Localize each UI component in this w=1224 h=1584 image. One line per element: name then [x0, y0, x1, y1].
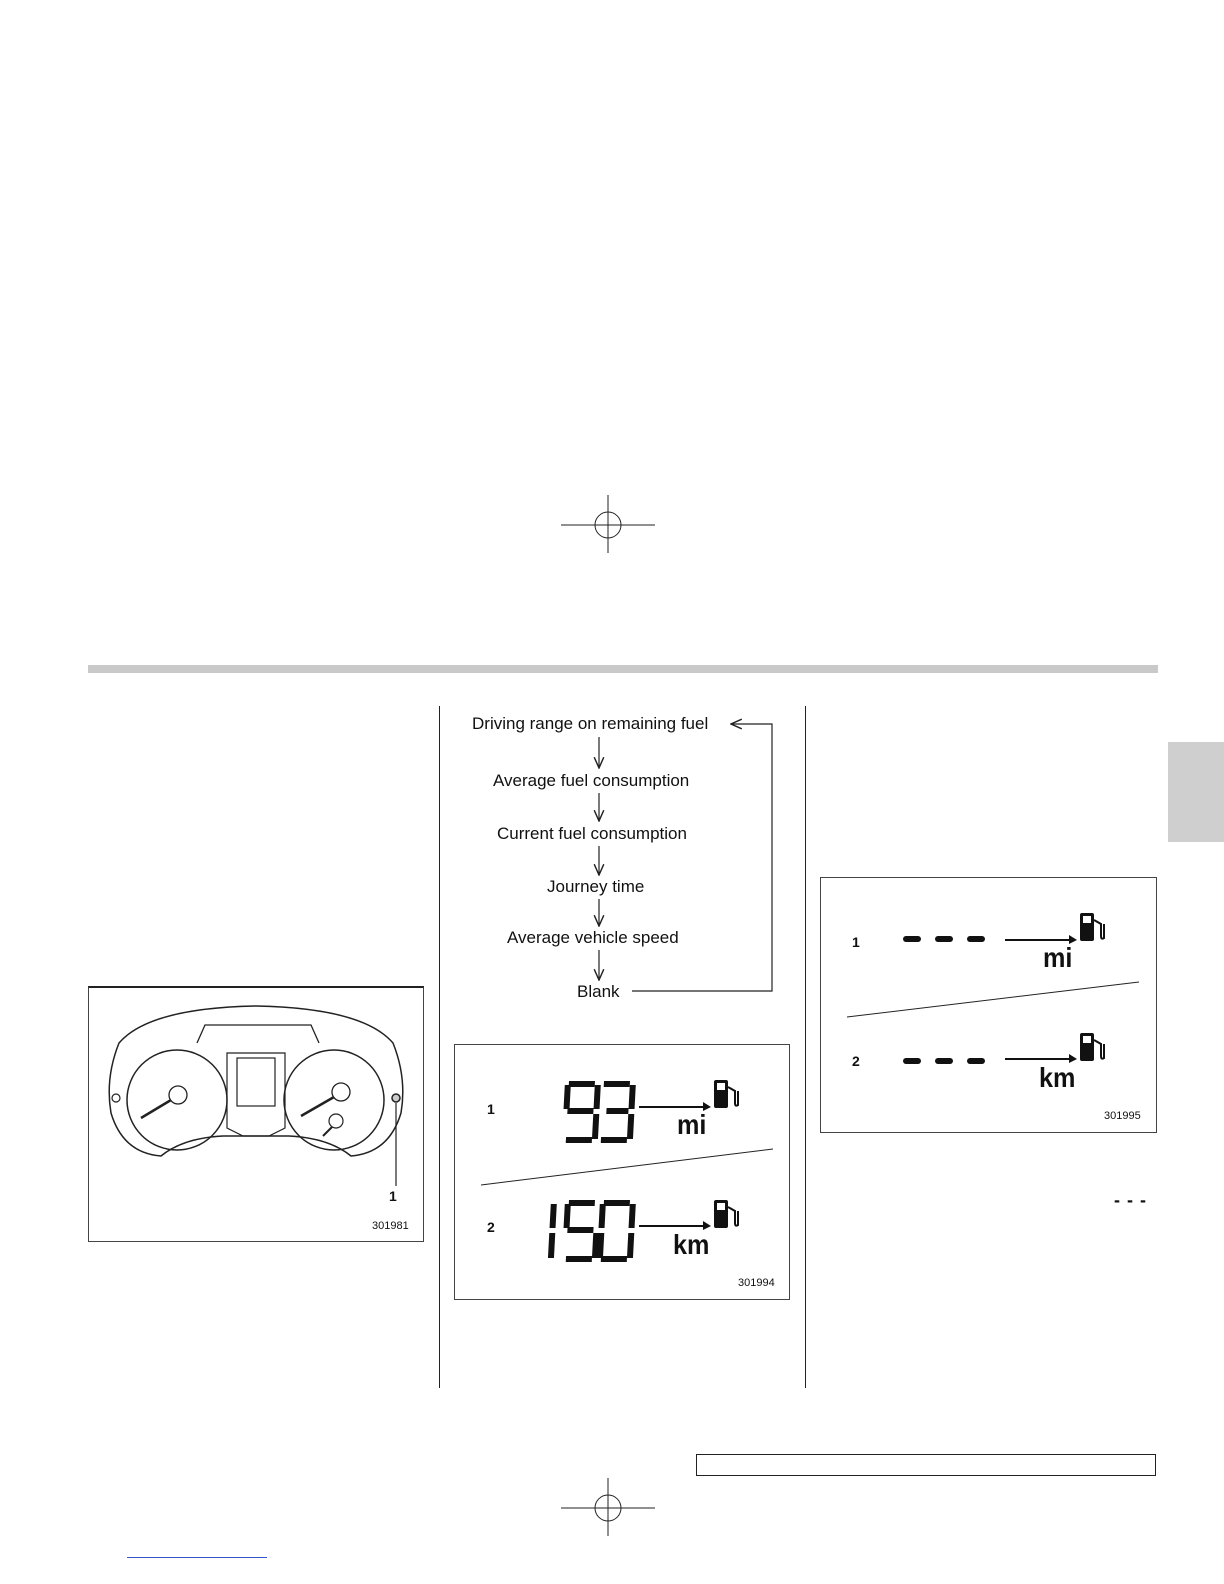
figure-id: 301994: [738, 1277, 775, 1289]
unit-label: km: [1039, 1062, 1076, 1093]
fuel-pump-icon: [1079, 912, 1107, 944]
registration-mark-icon: [558, 1478, 658, 1538]
unit-label: mi: [1043, 942, 1073, 973]
return-arrow: [632, 724, 772, 991]
figure-id: 301995: [1104, 1110, 1141, 1122]
row-number: 2: [487, 1219, 495, 1235]
registration-mark-icon: [558, 495, 658, 555]
flow-arrows: [440, 700, 805, 1010]
column-divider: [805, 706, 806, 1388]
instrument-cluster-figure: [88, 986, 424, 1242]
dashes-text: - - -: [1114, 1190, 1147, 1210]
footer-box: [696, 1454, 1156, 1476]
range-unavailable-figure: [820, 877, 1157, 1133]
instrument-cluster-illustration: [89, 988, 423, 1242]
flow-item: Driving range on remaining fuel: [472, 714, 709, 733]
display-cycle-flow: [440, 700, 805, 1010]
fuel-pump-icon: [713, 1199, 741, 1231]
flow-item: Average fuel consumption: [493, 771, 690, 790]
row-number: 1: [852, 934, 860, 950]
fuel-pump-icon: [1079, 1032, 1107, 1064]
figure-id: 301981: [372, 1220, 409, 1232]
section-divider-bar: [88, 665, 1158, 673]
callout-number: 1: [389, 1188, 397, 1204]
link-underline: [127, 1557, 267, 1558]
unit-label: km: [673, 1229, 710, 1260]
flow-item: Blank: [577, 982, 620, 1001]
row-number: 2: [852, 1053, 860, 1069]
fuel-pump-icon: [713, 1079, 741, 1111]
flow-item: Current fuel consumption: [497, 824, 687, 843]
driving-range-figure: [454, 1044, 790, 1300]
chapter-tab: [1168, 742, 1224, 842]
flow-item: Journey time: [547, 877, 645, 896]
row-number: 1: [487, 1101, 495, 1117]
unit-label: mi: [677, 1109, 707, 1140]
flow-item: Average vehicle speed: [507, 928, 679, 947]
